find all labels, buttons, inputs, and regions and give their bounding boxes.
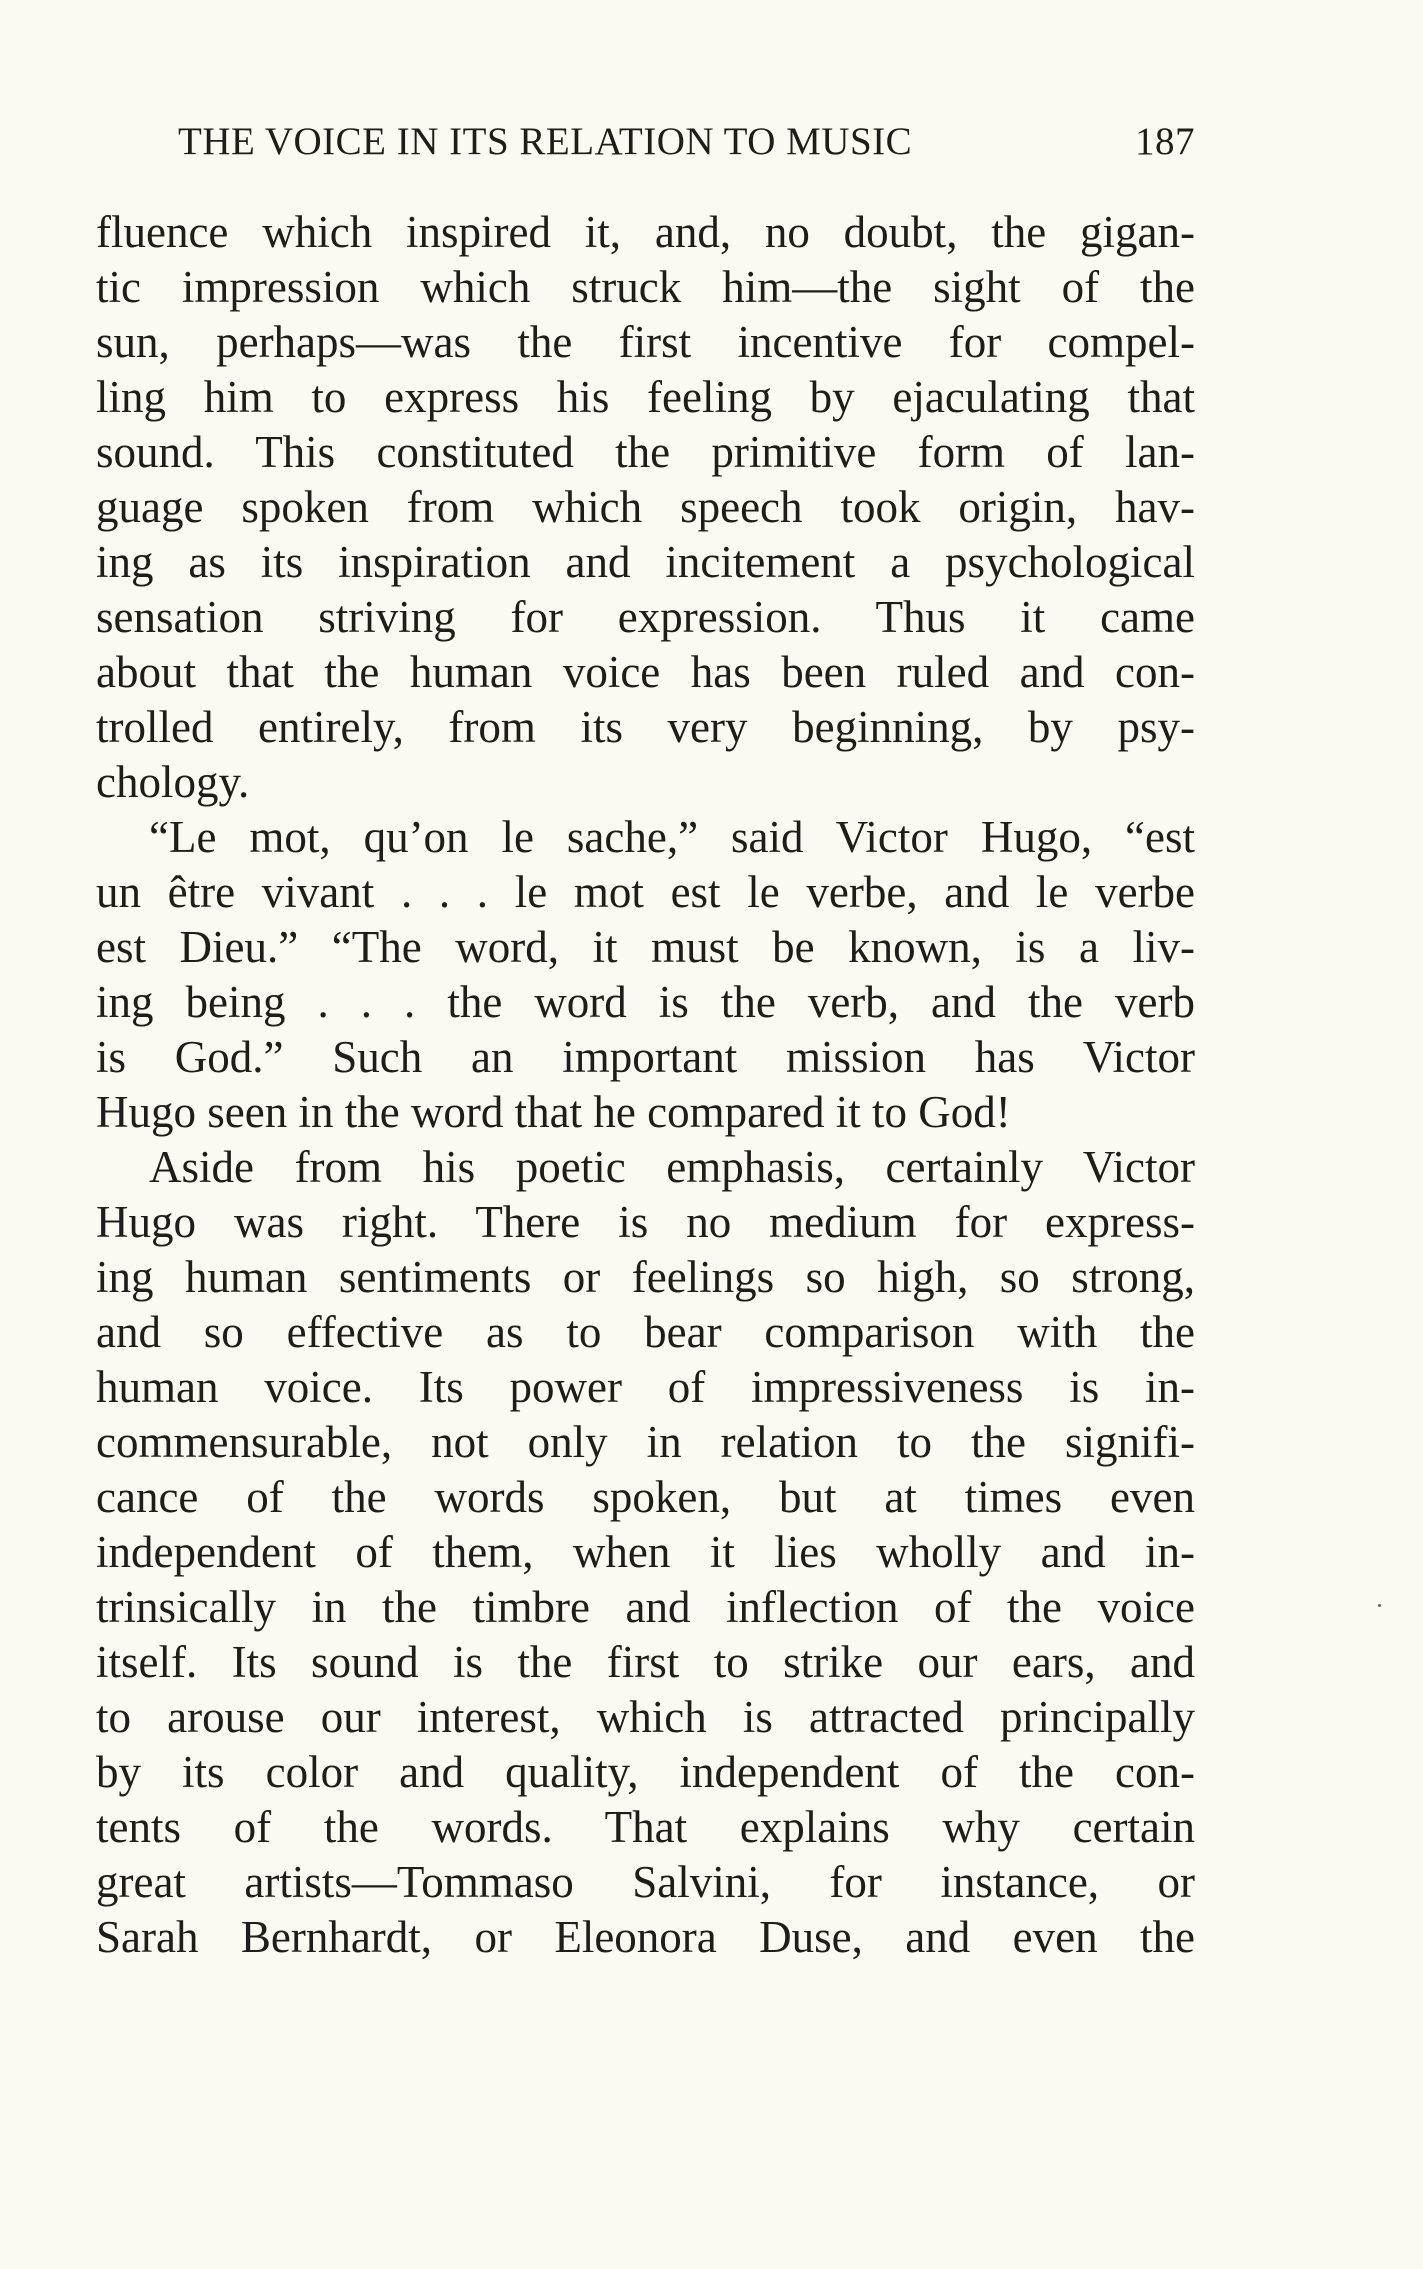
text-line: Aside from his poetic emphasis, certainly Victor bbox=[149, 1142, 1195, 1192]
running-head bbox=[178, 112, 1195, 172]
text-line: fluence which inspired it, and, no doubt, the gigan- bbox=[96, 207, 1195, 257]
text-line: guage spoken from which speech took origin, hav- bbox=[96, 482, 1195, 532]
text-line: is God.” Such an important mission has Victor bbox=[96, 1032, 1195, 1082]
text-line: chology. bbox=[96, 757, 250, 807]
body-text bbox=[96, 205, 1195, 1965]
text-line: and so effective as to bear comparison with the bbox=[96, 1307, 1195, 1357]
text-line: Sarah Bernhardt, or Eleonora Duse, and even the bbox=[96, 1912, 1195, 1962]
text-line: itself. Its sound is the first to strike our ears, and bbox=[96, 1637, 1195, 1687]
text-line: tic impression which struck him—the sight of the bbox=[96, 262, 1195, 312]
text-line: “Le mot, qu’on le sache,” said Victor Hugo, “est bbox=[149, 812, 1195, 862]
margin-speck bbox=[1378, 1604, 1381, 1607]
text-line: ing human sentiments or feelings so high, so strong, bbox=[96, 1252, 1195, 1302]
text-line: sun, perhaps—was the first incentive for compel- bbox=[96, 317, 1195, 367]
text-line: ing as its inspiration and incitement a psychological bbox=[96, 537, 1195, 587]
text-line: Hugo was right. There is no medium for express- bbox=[96, 1197, 1195, 1247]
text-line: cance of the words spoken, but at times even bbox=[96, 1472, 1195, 1522]
text-line: ling him to express his feeling by ejaculating that bbox=[96, 372, 1195, 422]
page-number: 187 bbox=[1135, 120, 1195, 163]
text-line: by its color and quality, independent of the con- bbox=[96, 1747, 1195, 1797]
text-line: Hugo seen in the word that he compared it to God! bbox=[96, 1087, 1011, 1137]
text-line: human voice. Its power of impressiveness is in- bbox=[96, 1362, 1195, 1412]
text-line: trolled entirely, from its very beginning, by psy- bbox=[96, 702, 1195, 752]
text-line: sound. This constituted the primitive form of lan- bbox=[96, 427, 1195, 477]
text-line: commensurable, not only in relation to the signifi- bbox=[96, 1417, 1195, 1467]
running-head-title: THE VOICE IN ITS RELATION TO MUSIC bbox=[178, 120, 913, 163]
text-line: tents of the words. That explains why certain bbox=[96, 1802, 1195, 1852]
text-line: about that the human voice has been ruled and con- bbox=[96, 647, 1195, 697]
text-line: trinsically in the timbre and inflection of the voice bbox=[96, 1582, 1195, 1632]
text-line: independent of them, when it lies wholly and in- bbox=[96, 1527, 1195, 1577]
text-line: great artists—Tommaso Salvini, for instance, or bbox=[96, 1857, 1195, 1907]
text-line: sensation striving for expression. Thus it came bbox=[96, 592, 1195, 642]
text-line: ing being . . . the word is the verb, and the verb bbox=[96, 977, 1195, 1027]
text-line: to arouse our interest, which is attracted principally bbox=[96, 1692, 1195, 1742]
text-line: un être vivant . . . le mot est le verbe, and le verbe bbox=[96, 867, 1195, 917]
text-line: est Dieu.” “The word, it must be known, is a liv- bbox=[96, 922, 1195, 972]
